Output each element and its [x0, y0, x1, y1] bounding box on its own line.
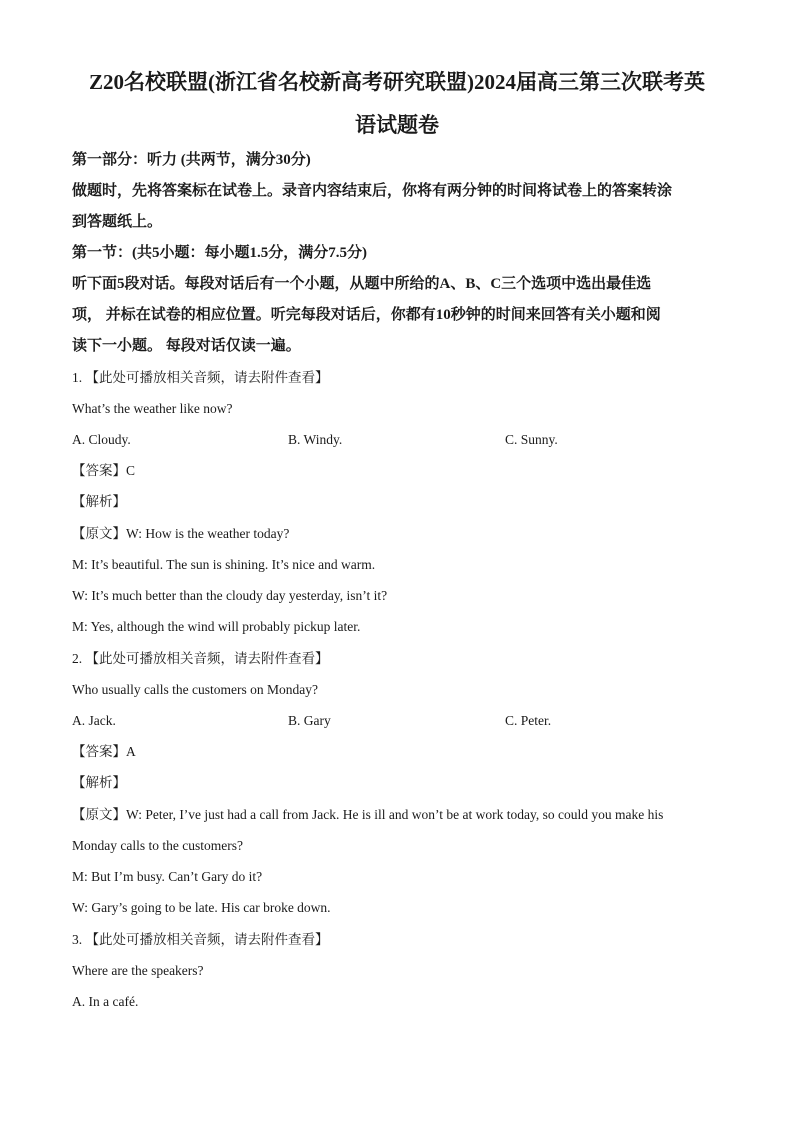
question-2-option-b: B. Gary — [288, 713, 331, 728]
question-2-transcript-line3: M: But I’m busy. Can’t Gary do it? — [72, 869, 263, 884]
question-2-transcript-line4: W: Gary’s going to be late. His car broke down. — [72, 900, 331, 915]
document-title-line1: Z20名校联盟(浙江省名校新高考研究联盟)2024届高三第三次联考英 — [89, 70, 705, 94]
transcript-text: W: How is the weather today? — [126, 526, 290, 541]
question-2-text: Who usually calls the customers on Monday? — [72, 682, 318, 697]
question-1-option-b: B. Windy. — [288, 432, 343, 447]
answer-label: 【答案】 — [72, 744, 126, 759]
document-title-line2: 语试题卷 — [355, 113, 439, 137]
answer-value: A — [126, 744, 136, 759]
question-3-option-a: A. In a café. — [72, 994, 139, 1009]
answer-label: 【答案】 — [72, 463, 126, 478]
part1-heading: 第一部分：听力 (共两节，满分30分) — [72, 152, 311, 168]
question-1-transcript-line2: M: It’s beautiful. The sun is shining. It’s nice and warm. — [72, 557, 376, 572]
instruction1-line1: 做题时，先将答案标在试卷上。录音内容结束后，你将有两分钟的时间将试卷上的答案转涂 — [72, 183, 673, 199]
question-1-option-c: C. Sunny. — [505, 432, 558, 447]
question-2-answer — [72, 743, 136, 761]
question-3-header: 3. 【此处可播放相关音频，请去附件查看】 — [72, 932, 329, 947]
transcript-text: W: Peter, I’ve just had a call from Jack. He is ill and won’t be at work today, so could you make his — [126, 807, 664, 822]
question-2-analysis-label: 【解析】 — [72, 775, 126, 790]
question-1-transcript-line1 — [72, 525, 289, 543]
question-2-transcript-line2: Monday calls to the customers? — [72, 838, 243, 853]
instruction2-line1: 听下面5段对话。每段对话后有一个小题，从题中所给的A、B、C三个选项中选出最佳选 — [72, 276, 652, 292]
question-1-analysis-label: 【解析】 — [72, 494, 126, 509]
question-1-transcript-line4: M: Yes, although the wind will probably pickup later. — [72, 619, 361, 634]
question-2-option-c: C. Peter. — [505, 713, 552, 728]
question-3-text: Where are the speakers? — [72, 963, 204, 978]
question-1-answer — [72, 462, 135, 480]
original-label: 【原文】 — [72, 807, 126, 822]
question-1-header: 1. 【此处可播放相关音频，请去附件查看】 — [72, 370, 329, 385]
instruction1-line2: 到答题纸上。 — [72, 214, 163, 230]
answer-value: C — [126, 463, 136, 478]
question-1-option-a: A. Cloudy. — [72, 432, 131, 447]
question-2-option-a: A. Jack. — [72, 713, 116, 728]
question-1-transcript-line3: W: It’s much better than the cloudy day yesterday, isn’t it? — [72, 588, 388, 603]
section1-heading: 第一节：(共5小题：每小题1.5分，满分7.5分) — [72, 245, 367, 261]
instruction2-line3: 读下一小题。 每段对话仅读一遍。 — [72, 338, 301, 354]
instruction2-line2: 项， 并标在试卷的相应位置。听完每段对话后，你都有10秒钟的时间来回答有关小题和阅 — [72, 307, 661, 323]
question-1-text: What’s the weather like now? — [72, 401, 233, 416]
question-2-transcript-line1 — [72, 806, 663, 824]
question-2-header: 2. 【此处可播放相关音频，请去附件查看】 — [72, 651, 329, 666]
original-label: 【原文】 — [72, 526, 126, 541]
